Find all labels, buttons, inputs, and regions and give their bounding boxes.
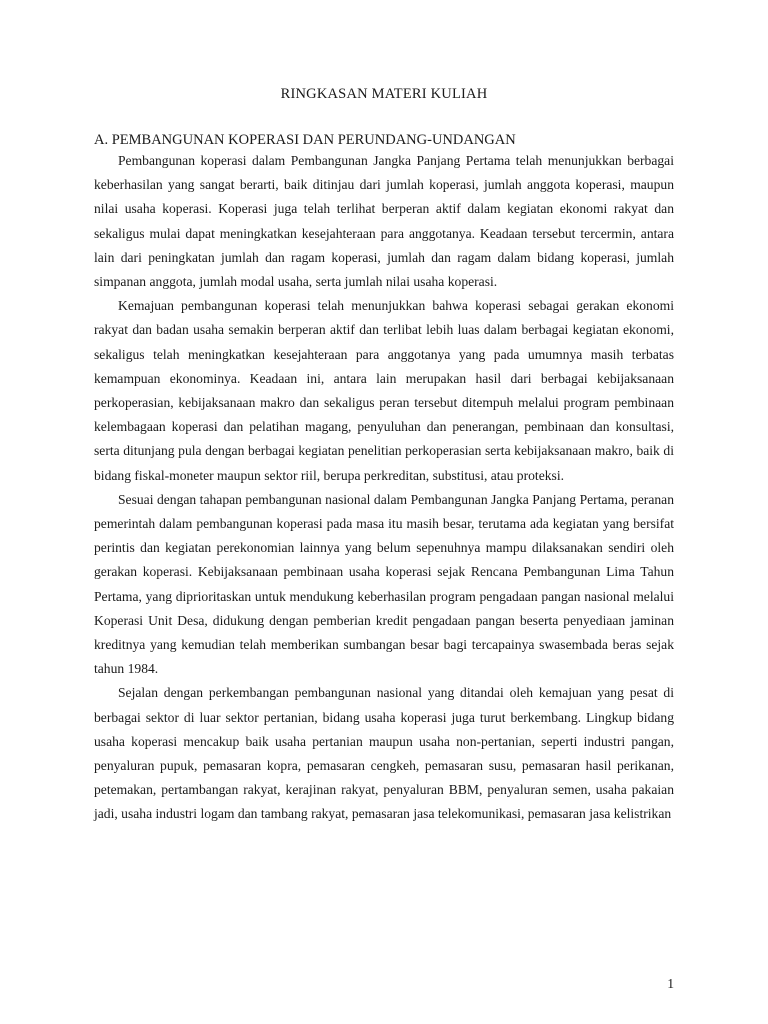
document-page	[94, 86, 674, 827]
page-number: 1	[667, 976, 674, 991]
paragraph-1: Pembangunan koperasi dalam Pembangunan Jangka Panjang Pertama telah menunjukkan berbagai keberhasilan yang sangat berarti, baik ditinjau dari jumlah koperasi, jumlah anggota koperasi, maupun nilai usaha koperasi. Koperasi juga telah terlihat berperan aktif dalam kegiatan ekonomi rakyat dan sekaligus mulai dapat meningkatkan kesejahteraan para anggotanya. Keadaan tersebut tercermin, antara lain dari peningkatan jumlah dan ragam koperasi, jumlah dan ragam dalam bidang koperasi, jumlah simpanan anggota, jumlah modal usaha, serta jumlah nilai usaha koperasi.	[94, 153, 674, 290]
paragraph-2: Kemajuan pembangunan koperasi telah menunjukkan bahwa koperasi sebagai gerakan ekonomi rakyat dan badan usaha semakin berperan aktif dan terlibat lebih luas dalam berbagai kegiatan ekonomi, sekaligus telah meningkatkan kesejahteraan para anggotanya yang pada umumnya masih terbatas kemampuan ekonominya. Keadaan ini, antara lain merupakan hasil dari berbagai kebijaksanaan perkoperasian, kebijaksanaan makro dan sekaligus peran tersebut ditempuh melalui program pembinaan kelembagaan koperasi dan pelatihan magang, penyuluhan dan penerangan, pembinaan dan konsultasi, serta ditunjang pula dengan berbagai kegiatan penelitian perkoperasian serta kebijaksanaan makro, baik di bidang fiskal-moneter maupun sektor riil, berupa perkreditan, substitusi, atau proteksi.	[94, 298, 674, 483]
section-heading: A. PEMBANGUNAN KOPERASI DAN PERUNDANG-UNDANGAN	[94, 132, 516, 148]
paragraph-3: Sesuai dengan tahapan pembangunan nasional dalam Pembangunan Jangka Panjang Pertama, peranan pemerintah dalam pembangunan koperasi pada masa itu masih besar, terutama ada kegiatan yang bersifat perintis dan kegiatan perekonomian lainnya yang belum sepenuhnya mampu dilaksanakan sendiri oleh gerakan koperasi. Kebijaksanaan pembinaan usaha koperasi sejak Rencana Pembangunan Lima Tahun Pertama, yang diprioritaskan untuk mendukung keberhasilan program pengadaan pangan nasional melalui Koperasi Unit Desa, didukung dengan pemberian kredit pengadaan pangan beserta penyediaan jaminan kreditnya yang kemudian telah memberikan sumbangan besar bagi tercapainya swasembada beras sejak tahun 1984.	[94, 491, 674, 677]
paragraph-4: Sejalan dengan perkembangan pembangunan nasional yang ditandai oleh kemajuan yang pesat di berbagai sektor di luar sektor pertanian, bidang usaha koperasi juga turut berkembang. Lingkup bidang usaha koperasi mencakup baik usaha pertanian maupun usaha non-pertanian, seperti industri pangan, penyaluran pupuk, pemasaran kopra, pemasaran cengkeh, pemasaran susu, pemasaran hasil perikanan, petemakan, pertambangan rakyat, kerajinan rakyat, penyaluran BBM, penyaluran semen, usaha pakaian jadi, usaha industri logam dan tambang rakyat, pemasaran jasa telekomunikasi, pemasaran jasa kelistrikan	[94, 685, 674, 822]
document-title: RINGKASAN MATERI KULIAH	[280, 86, 488, 102]
